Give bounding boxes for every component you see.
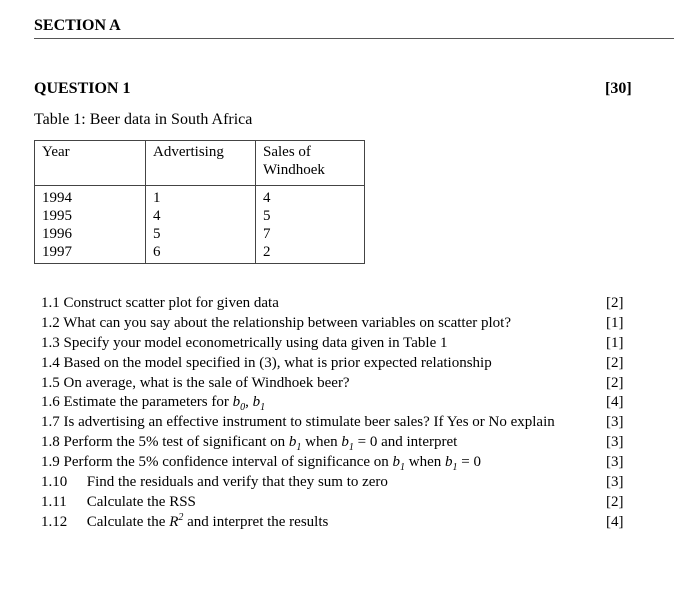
sub-question-text: Estimate the parameters for $b_0$, $b_1$ xyxy=(63,394,266,414)
sub-question xyxy=(41,354,641,374)
sub-question-marks: [2] xyxy=(606,374,624,391)
sub-question-number: 1.11 xyxy=(41,493,67,510)
question-total-marks: [30] xyxy=(605,80,632,97)
sub-question-marks: [4] xyxy=(606,513,624,530)
year-value: 1996 xyxy=(42,226,72,242)
sub-question-text: Construct scatter plot for given data xyxy=(63,295,279,311)
section-title: SECTION A xyxy=(34,17,121,34)
sub-question-number: 1.9 xyxy=(41,454,60,471)
sub-question-marks: [2] xyxy=(606,354,624,371)
sub-question-number: 1.6 xyxy=(41,394,60,411)
header-sales-line-1: Sales of xyxy=(263,144,311,160)
sub-question xyxy=(41,453,641,473)
sub-question-list xyxy=(41,294,641,533)
text-fragment: when xyxy=(301,434,342,451)
advertising-value: 1 xyxy=(153,190,161,206)
sub-question xyxy=(41,433,641,453)
question-title: QUESTION 1 xyxy=(34,80,131,97)
sub-question-number: 1.3 xyxy=(41,334,60,351)
sub-question-marks: [3] xyxy=(606,474,624,491)
sub-question xyxy=(41,513,641,533)
text-fragment: and interpret the results xyxy=(183,513,329,530)
sub-question-number: 1.5 xyxy=(41,374,60,391)
sales-column xyxy=(256,186,365,264)
sub-question xyxy=(41,493,641,513)
sub-question-text xyxy=(63,454,482,474)
sub-question-text xyxy=(86,511,329,530)
sales-value: 5 xyxy=(263,208,271,224)
sub-question xyxy=(41,334,641,354)
text-fragment: = 0 xyxy=(457,454,482,471)
sub-question xyxy=(41,473,641,493)
header-advertising: Advertising xyxy=(146,141,256,186)
sub-question xyxy=(41,314,641,334)
sub-question-number: 1.4 xyxy=(41,354,60,371)
table-caption: Table 1: Beer data in South Africa xyxy=(34,111,253,128)
year-value: 1994 xyxy=(42,190,72,206)
sub-question xyxy=(41,374,641,394)
math-b1: $b_1$ xyxy=(288,434,302,454)
sub-question-text: Based on the model specified in (3), what is prior expected relationship xyxy=(63,354,492,371)
sub-question-marks: [2] xyxy=(606,493,624,510)
sales-value: 2 xyxy=(263,244,271,260)
sub-question-text: On average, what is the sale of Windhoek beer? xyxy=(63,374,350,391)
math-b1: $b_1$ xyxy=(445,454,458,474)
sub-question-marks: [3] xyxy=(606,414,624,431)
sub-question-text: What can you say about the relationship between variables on scatter plot? xyxy=(63,314,511,331)
beer-data-table xyxy=(34,140,365,264)
year-value: 1997 xyxy=(42,244,72,260)
math-b1: $b_1$ xyxy=(392,454,406,474)
advertising-value: 5 xyxy=(153,226,161,242)
sub-question-marks: [1] xyxy=(606,314,624,331)
math-b0: $b_0$ xyxy=(232,394,246,414)
advertising-value: 6 xyxy=(153,244,161,260)
text-fragment: Calculate the xyxy=(86,513,170,530)
sub-question xyxy=(41,413,641,433)
sub-question-number: 1.10 xyxy=(41,474,68,491)
section-divider xyxy=(34,38,674,39)
sub-question-text: Calculate the RSS xyxy=(86,493,196,510)
advertising-value: 4 xyxy=(153,208,161,224)
sales-value: 7 xyxy=(263,226,271,242)
text-fragment: = 0 xyxy=(353,434,378,451)
sub-question-marks: [3] xyxy=(606,434,624,451)
year-column xyxy=(35,186,146,264)
sub-question-marks: [4] xyxy=(606,394,624,411)
sub-question-number: 1.12 xyxy=(41,513,68,530)
sub-question-text: Find the residuals and verify that they sum to zero xyxy=(86,474,388,491)
math-b1: $b_1$ xyxy=(341,434,354,454)
advertising-column xyxy=(146,186,256,264)
sub-question-number: 1.7 xyxy=(41,414,60,431)
math-b1: $b_1$ xyxy=(252,394,266,414)
header-sales xyxy=(256,141,365,186)
text-fragment: when xyxy=(405,454,446,471)
sub-question-text: Specify your model econometrically using data given in Table 1 xyxy=(63,334,448,351)
text-fragment: Perform the 5% confidence interval of significance on xyxy=(63,454,393,471)
sub-question-marks: [3] xyxy=(606,454,624,471)
math-r-squared: $R^2$ xyxy=(169,511,184,530)
sub-question-marks: [2] xyxy=(606,295,624,311)
header-year: Year xyxy=(35,141,146,186)
sub-question xyxy=(41,294,641,314)
sub-question xyxy=(41,393,641,413)
sub-question-number: 1.2 xyxy=(41,314,60,331)
table-header-row xyxy=(35,141,365,186)
text-fragment: Perform the 5% test of significant on xyxy=(63,434,289,451)
text-fragment: and interpret xyxy=(377,434,458,451)
text-fragment: Estimate the parameters for xyxy=(63,394,233,411)
sub-question-marks: [1] xyxy=(606,334,624,351)
year-value: 1995 xyxy=(42,208,72,224)
sub-question-text xyxy=(63,434,458,454)
sub-question-number: 1.8 xyxy=(41,434,60,451)
header-sales-line-2: Windhoek xyxy=(263,162,325,178)
sales-value: 4 xyxy=(263,190,271,206)
sub-question-text: Is advertising an effective instrument to stimulate beer sales? If Yes or No explain xyxy=(63,414,555,431)
table-body-row xyxy=(35,186,365,264)
sub-question-number: 1.1 xyxy=(41,295,60,311)
